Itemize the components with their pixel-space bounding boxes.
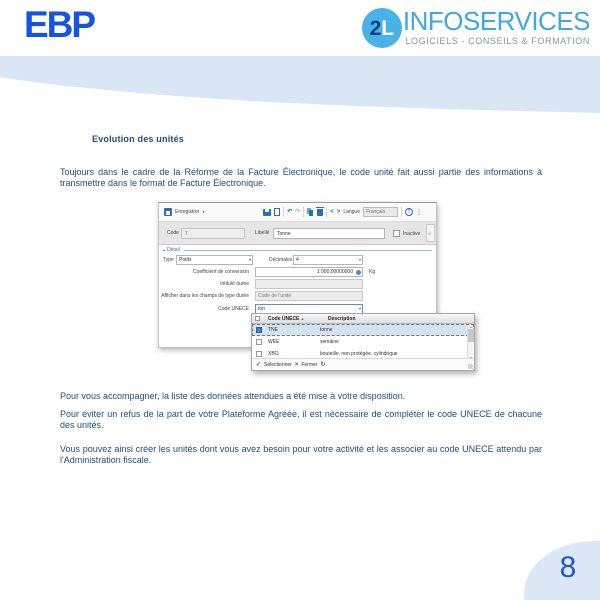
delete-icon[interactable]	[317, 209, 323, 216]
next-record-icon[interactable]: >	[336, 209, 341, 215]
calculator-icon[interactable]	[356, 270, 361, 275]
body-paragraph: Pour éviter un refus de la part de votre Plateforme Agréée, il est nécessaire de compléter le code UNECE de chacune des unités.	[60, 409, 542, 430]
print-icon[interactable]	[263, 209, 271, 216]
save-button[interactable]: Enregistrer	[175, 209, 200, 215]
detail-label: Détail	[167, 247, 180, 253]
collapse-icon[interactable]: ▴	[163, 247, 166, 252]
brand-name: INFOSERVICES	[402, 6, 590, 36]
undo-icon[interactable]: ↶	[287, 209, 293, 215]
coefficient-unit: Kg	[369, 269, 376, 275]
coefficient-label: Coefficient de conversion	[192, 269, 249, 275]
body-paragraph: Toujours dans le cadre de la Réforme de la Facture Électronique, le code unité fait aussi partie des informations à transmettre dans le format de Facture Électronique.	[60, 167, 542, 188]
afficher-duree-label: Afficher dans les champs de type durée	[161, 293, 249, 299]
langue-label: Langue	[343, 209, 360, 215]
select-button[interactable]: Sélectionner	[264, 361, 292, 368]
inactive-checkbox[interactable]	[393, 230, 400, 237]
inactive-label: Inactive	[403, 231, 421, 237]
decimales-label: Décimales	[269, 257, 293, 263]
libelle-field[interactable]: Tonne	[273, 228, 385, 239]
intitule-duree-label: Intitulé durée	[220, 281, 249, 287]
infoservices-logo	[362, 8, 590, 48]
chevron-down-icon: ▾	[358, 306, 361, 311]
column-header-description[interactable]: Description	[328, 315, 356, 322]
app-screenshot-window	[158, 202, 473, 368]
type-select[interactable]: Poids ▾	[176, 255, 253, 265]
page-title: Evolution des unités	[92, 134, 185, 144]
side-tab-glyph: §	[427, 231, 433, 235]
libelle-label: Libellé	[255, 230, 270, 236]
detail-section-header[interactable]	[163, 246, 432, 254]
code-field[interactable]: T	[181, 228, 245, 239]
table-row[interactable]: ✓ TNE tonne	[252, 324, 474, 336]
page-number: 8	[559, 551, 577, 584]
code-label: Code	[167, 230, 179, 236]
notes-side-tab[interactable]	[426, 224, 435, 242]
refresh-icon[interactable]: ↻	[320, 361, 326, 368]
picker-footer	[252, 358, 474, 370]
save-caret-icon[interactable]: ▾	[202, 209, 205, 214]
preview-icon[interactable]	[274, 208, 280, 216]
coefficient-field[interactable]: 1 000,00000000	[255, 267, 363, 277]
select-check-icon[interactable]: ✓	[256, 361, 262, 368]
sort-asc-icon: ▲	[300, 316, 305, 321]
column-header-code[interactable]: Code UNECE ▲	[268, 315, 305, 322]
body-paragraph: Pour vous accompagner, la liste des données attendues a été mise à votre disposition.	[60, 391, 406, 401]
scrollbar[interactable]	[467, 325, 473, 360]
afficher-duree-field: Code de l'unité	[255, 291, 363, 301]
unece-picker-popup	[251, 313, 475, 371]
close-button[interactable]: Fermer	[301, 361, 318, 368]
row-checkbox-checked[interactable]: ✓	[257, 327, 261, 333]
decimales-select[interactable]: 4 ▾	[293, 255, 363, 265]
record-header-band	[159, 222, 436, 245]
save-icon[interactable]	[164, 208, 172, 216]
body-paragraph: Vous pouvez ainsi créer les unités dont vous avez besoin pour votre activité et les associer au code UNECE attendu par l'Administration fiscale.	[60, 444, 542, 465]
header-wave-band	[0, 56, 600, 128]
previous-record-icon[interactable]: <	[330, 209, 334, 215]
picker-header-row	[252, 314, 474, 324]
code-unece-label: Code UNECE	[218, 306, 249, 312]
table-row[interactable]: XBO bouteille, non protégée, cylindrique	[252, 348, 474, 360]
ebp-logo: EBP	[24, 4, 95, 45]
type-label: Type	[163, 257, 174, 263]
chevron-down-icon: ▾	[358, 257, 361, 262]
close-icon[interactable]: ×	[294, 361, 299, 368]
brand-tagline: LOGICIELS - CONSEILS & FORMATION	[405, 36, 590, 46]
intitule-duree-field	[255, 279, 363, 289]
langue-field[interactable]: Français	[363, 207, 398, 217]
code-unece-combo[interactable]: ton ▾	[255, 304, 363, 314]
table-row[interactable]: WEE semaine	[252, 336, 474, 348]
scrollbar-thumb[interactable]	[468, 329, 474, 342]
scroll-up-icon[interactable]: ▲	[469, 325, 473, 329]
2l-badge-icon: 2 L	[362, 8, 402, 48]
copy-icon[interactable]	[307, 208, 314, 216]
more-menu-icon[interactable]: ⋮	[416, 209, 422, 216]
resize-grip[interactable]	[468, 364, 473, 369]
redo-icon: ↷	[295, 209, 301, 215]
app-toolbar	[159, 203, 436, 222]
row-checkbox[interactable]	[256, 339, 262, 345]
help-icon[interactable]: ?	[405, 208, 413, 216]
row-checkbox[interactable]	[256, 351, 262, 357]
chevron-down-icon: ▾	[248, 257, 251, 262]
select-all-checkbox[interactable]	[255, 316, 260, 321]
